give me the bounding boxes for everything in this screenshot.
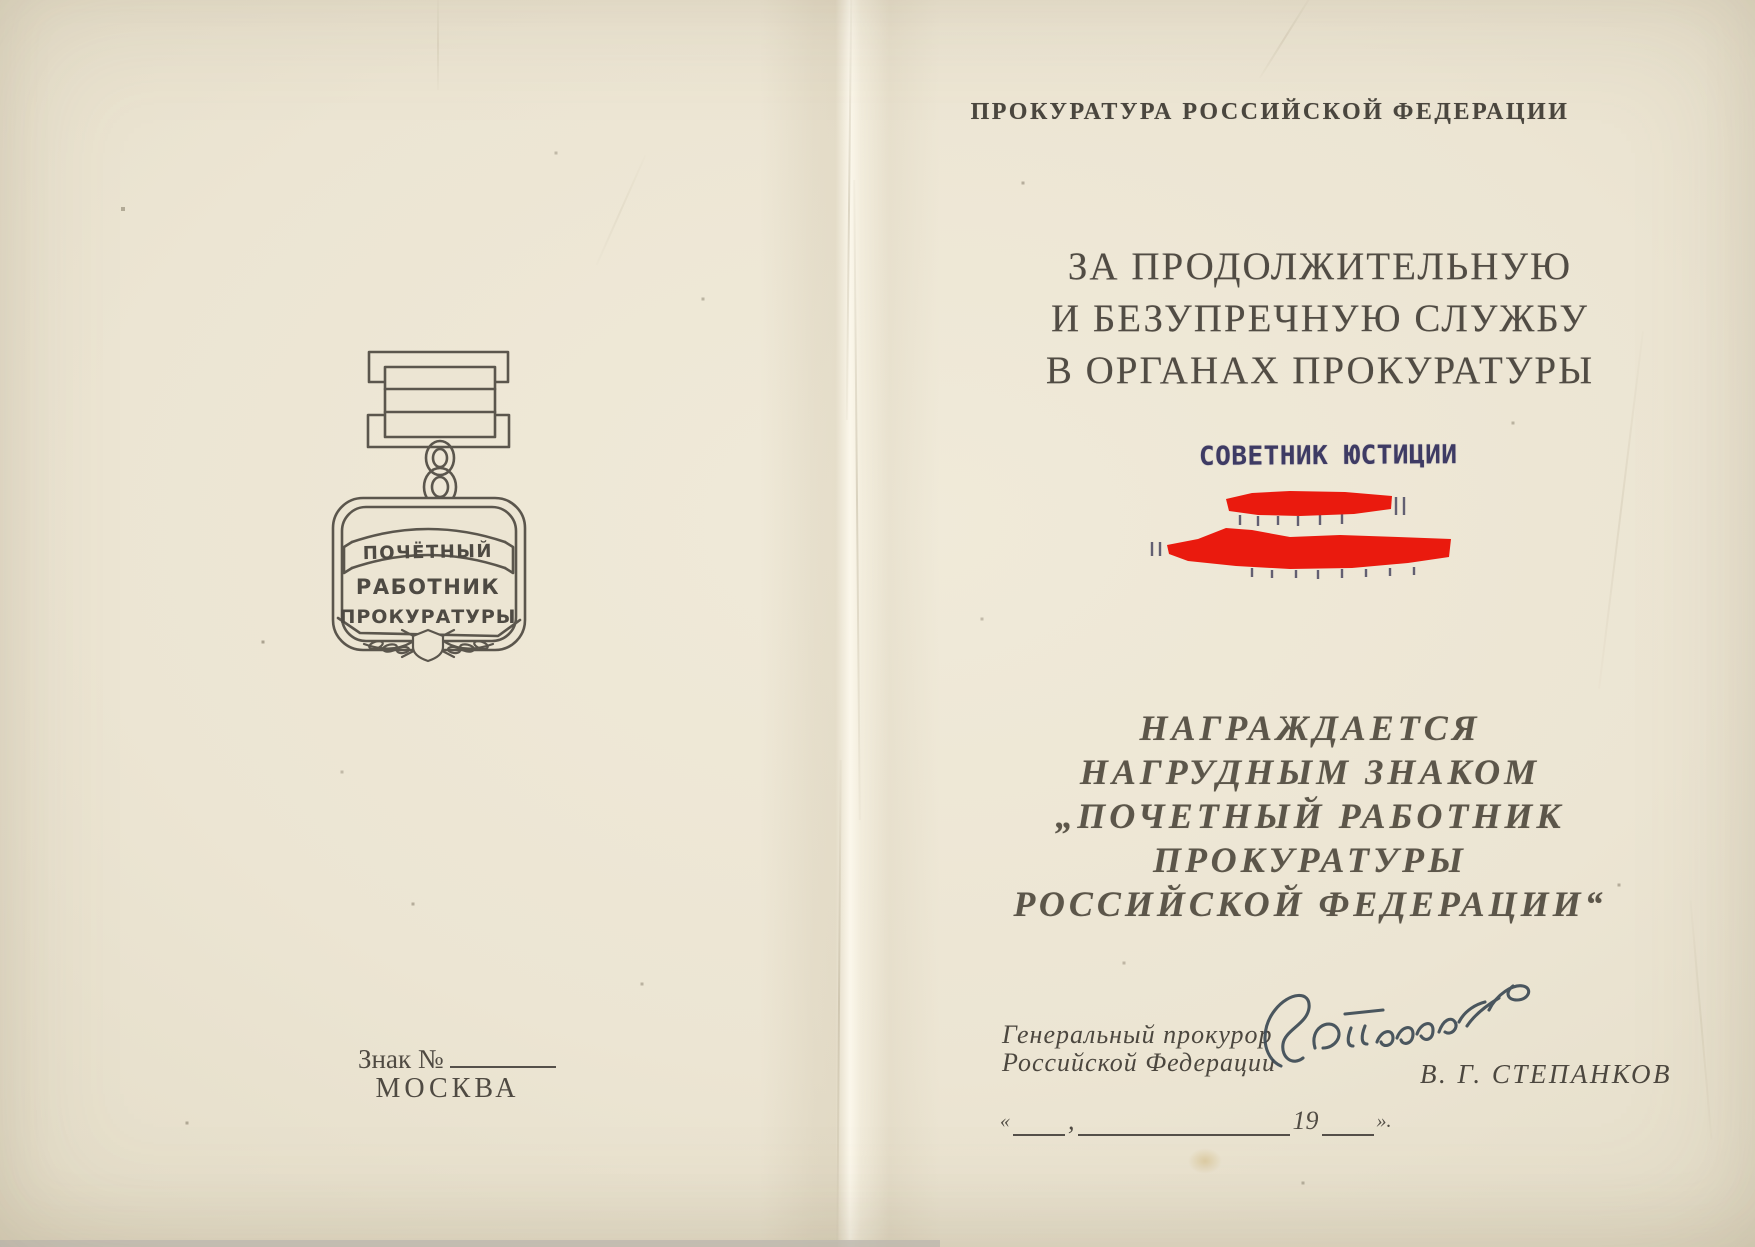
fold-crease — [846, 0, 852, 420]
date-comma: , — [1068, 1106, 1075, 1135]
paper-specks — [0, 0, 2, 2]
signer-name: В. Г. СТЕПАНКОВ — [1420, 1059, 1672, 1089]
date-month-line — [1078, 1118, 1290, 1136]
redacted-name-area — [1140, 482, 1470, 582]
redaction-bar — [1167, 528, 1451, 569]
dedication-line: ЗА ПРОДОЛЖИТЕЛЬНУЮ — [1067, 245, 1573, 288]
edge-crease — [437, 0, 439, 90]
corner-crease — [1259, 0, 1311, 78]
signer-title-line: Генеральный прокурор — [1002, 1020, 1273, 1049]
award-line: ПРОКУРАТУРЫ — [1153, 840, 1467, 880]
date-open-quote: « — [1000, 1110, 1010, 1132]
paper-stain — [1188, 1148, 1222, 1174]
badge-line1: РАБОТНИК — [355, 575, 501, 599]
award-block — [960, 706, 1660, 926]
edge-crease — [596, 155, 646, 265]
dedication-line: В ОРГАНАХ ПРОКУРАТУРЫ — [1045, 349, 1595, 392]
signer-title-line: Российской Федерации — [1002, 1048, 1277, 1077]
center-fold — [760, 0, 940, 1247]
redaction-bar — [1226, 491, 1392, 516]
award-line: НАГРАЖДАЕТСЯ — [1139, 708, 1481, 748]
signer-title — [1002, 1021, 1276, 1077]
date-line — [1000, 1106, 1392, 1136]
badge-number-label: Знак № — [358, 1044, 444, 1074]
badge-banner-label: ПОЧЁТНЫЙ — [362, 540, 494, 565]
date-century: 19 — [1292, 1106, 1319, 1135]
award-badge-illustration — [300, 330, 560, 680]
edge-crease — [1690, 900, 1713, 1139]
award-line: „ПОЧЕТНЫЙ РАБОТНИК — [1055, 796, 1565, 836]
badge-line2: ПРОКУРАТУРЫ — [339, 606, 517, 628]
scanner-edge — [0, 1240, 940, 1247]
date-year-line — [1322, 1118, 1374, 1136]
date-day-line — [1013, 1118, 1065, 1136]
page-header: ПРОКУРАТУРА РОССИЙСКОЙ ФЕДЕРАЦИИ — [970, 99, 1570, 125]
fold-crease — [853, 180, 860, 820]
badge-number-row — [358, 1044, 556, 1075]
award-line: РОССИЙСКОЙ ФЕДЕРАЦИИ“ — [1013, 884, 1607, 924]
dedication-block — [970, 241, 1670, 397]
award-line: НАГРУДНЫМ ЗНАКОМ — [1079, 752, 1541, 792]
fold-crease — [836, 760, 841, 1247]
ribbon-plate — [385, 367, 495, 437]
city-label: МОСКВА — [375, 1073, 520, 1104]
badge-number-line — [450, 1048, 556, 1068]
date-close-quote: ». — [1376, 1110, 1392, 1132]
dedication-line: И БЕЗУПРЕЧНУЮ СЛУЖБУ — [1050, 297, 1590, 340]
rank-stamp: СОВЕТНИК ЮСТИЦИИ — [1198, 440, 1458, 472]
